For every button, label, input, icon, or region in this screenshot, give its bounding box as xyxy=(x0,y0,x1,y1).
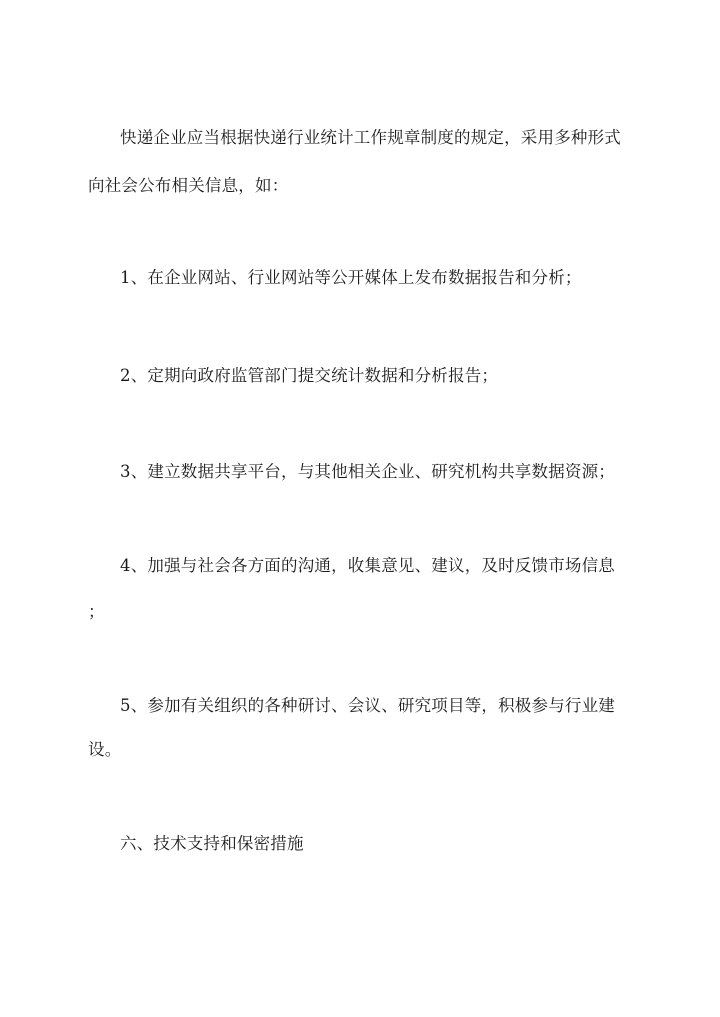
list-item-4-line-1: 4、加强与社会各方面的沟通，收集意见、建议，及时反馈市场信息 xyxy=(120,556,615,575)
list-item-3: 3、建立数据共享平台，与其他相关企业、研究机构共享数据资源； xyxy=(120,462,615,481)
list-item-2: 2、定期向政府监管部门提交统计数据和分析报告； xyxy=(120,366,499,385)
section-heading: 六、技术支持和保密措施 xyxy=(120,834,304,853)
list-item-1: 1、在企业网站、行业网站等公开媒体上发布数据报告和分析； xyxy=(120,268,582,287)
paragraph-intro-line-1: 快递企业应当根据快递行业统计工作规章制度的规定，采用多种形式 xyxy=(120,128,621,147)
list-item-5-line-1: 5、参加有关组织的各种研讨、会议、研究项目等，积极参与行业建 xyxy=(120,696,615,715)
list-item-5-line-2: 设。 xyxy=(88,740,122,759)
list-item-4-line-2: ； xyxy=(88,602,105,621)
paragraph-intro-line-2: 向社会公布相关信息，如： xyxy=(88,176,289,195)
